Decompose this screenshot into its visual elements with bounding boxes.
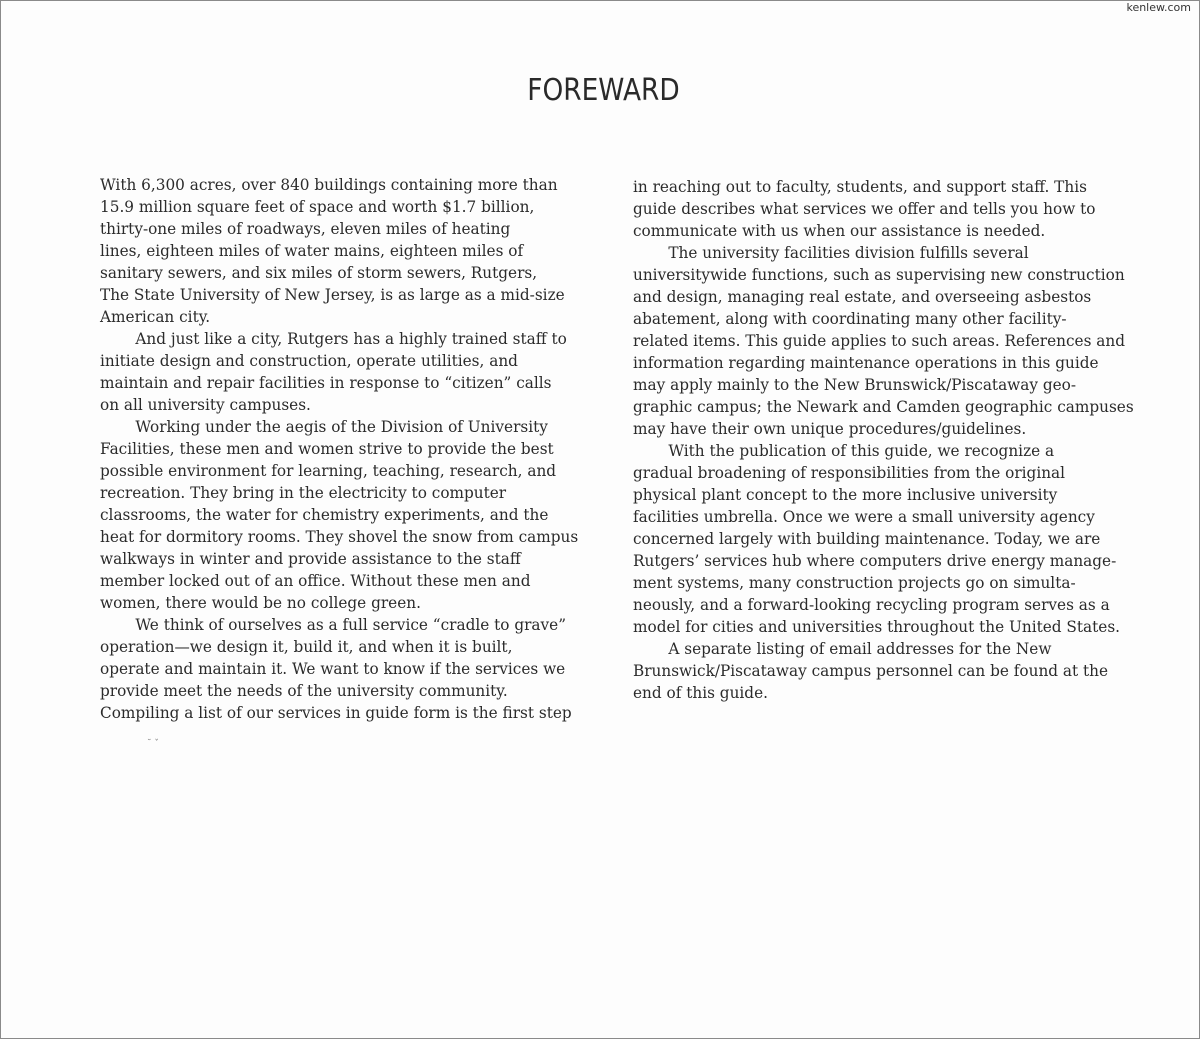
text-line: We think of ourselves as a full service “cradle to grave” (135, 615, 567, 634)
text-line: in reaching out to faculty, students, and support staff. This (633, 177, 1087, 196)
text-line: With the publication of this guide, we recognize a (668, 441, 1055, 460)
text-line: American city. (100, 307, 211, 326)
text-line: guide describes what services we offer and tells you how to (633, 199, 1096, 218)
scan-speck-mark: ˘ ˇ (147, 739, 159, 749)
text-line: gradual broadening of responsibilities from the original (633, 463, 1066, 482)
text-line: on all university campuses. (100, 395, 311, 414)
text-line: operate and maintain it. We want to know if the services we (100, 659, 566, 678)
text-line: And just like a city, Rutgers has a highly trained staff to (135, 329, 567, 348)
text-line: information regarding maintenance operations in this guide (633, 353, 1099, 372)
text-line: sanitary sewers, and six miles of storm sewers, Rutgers, (100, 263, 538, 282)
text-line: walkways in winter and provide assistance to the staff (100, 549, 521, 568)
text-line: facilities umbrella. Once we were a small university agency (633, 507, 1095, 526)
text-line: possible environment for learning, teaching, research, and (100, 461, 557, 480)
text-line: physical plant concept to the more inclusive university (633, 485, 1058, 504)
text-line: 15.9 million square feet of space and worth $1.7 billion, (100, 197, 535, 216)
text-line: Compiling a list of our services in guide form is the first step (100, 703, 572, 722)
text-line: initiate design and construction, operate utilities, and (100, 351, 518, 370)
right-text-column (633, 176, 1157, 704)
text-line: Facilities, these men and women strive to provide the best (100, 439, 554, 458)
text-line: may have their own unique procedures/guidelines. (633, 419, 1027, 438)
text-line: neously, and a forward-looking recycling program serves as a (633, 595, 1110, 614)
left-text-column (100, 174, 601, 724)
text-line: A separate listing of email addresses for the New (668, 639, 1052, 658)
text-line: The State University of New Jersey, is as large as a mid-size (100, 285, 565, 304)
text-line: related items. This guide applies to such areas. References and (633, 331, 1126, 350)
text-line: Rutgers’ services hub where computers drive energy manage- (633, 551, 1117, 570)
text-line: women, there would be no college green. (100, 593, 421, 612)
text-line: graphic campus; the Newark and Camden geographic campuses (633, 397, 1134, 416)
text-line: abatement, along with coordinating many other facility- (633, 309, 1067, 328)
text-line: end of this guide. (633, 683, 768, 702)
text-line: universitywide functions, such as supervising new construction (633, 265, 1125, 284)
text-line: operation—we design it, build it, and when it is built, (100, 637, 513, 656)
text-line: heat for dormitory rooms. They shovel the snow from campus (100, 527, 579, 546)
text-line: provide meet the needs of the university community. (100, 681, 508, 700)
text-line: recreation. They bring in the electricity to computer (100, 483, 507, 502)
text-line: communicate with us when our assistance is needed. (633, 221, 1046, 240)
text-line: classrooms, the water for chemistry experiments, and the (100, 505, 549, 524)
page-title: FOREWARD (527, 73, 680, 108)
text-line: Working under the aegis of the Division of University (135, 417, 548, 436)
text-line: and design, managing real estate, and overseeing asbestos (633, 287, 1092, 306)
text-line: concerned largely with building maintenance. Today, we are (633, 529, 1101, 548)
text-line: thirty-one miles of roadways, eleven miles of heating (100, 219, 511, 238)
watermark: kenlew.com (1126, 1, 1191, 14)
text-line: model for cities and universities throughout the United States. (633, 617, 1121, 636)
text-line: With 6,300 acres, over 840 buildings containing more than (100, 175, 558, 194)
text-line: Brunswick/Piscataway campus personnel can be found at the (633, 661, 1109, 680)
text-line: may apply mainly to the New Brunswick/Piscataway geo- (633, 375, 1077, 394)
text-line: lines, eighteen miles of water mains, eighteen miles of (100, 241, 524, 260)
text-line: maintain and repair facilities in response to “citizen” calls (100, 373, 552, 392)
text-line: member locked out of an office. Without these men and (100, 571, 531, 590)
text-line: The university facilities division fulfills several (668, 243, 1029, 262)
text-line: ment systems, many construction projects go on simulta- (633, 573, 1076, 592)
